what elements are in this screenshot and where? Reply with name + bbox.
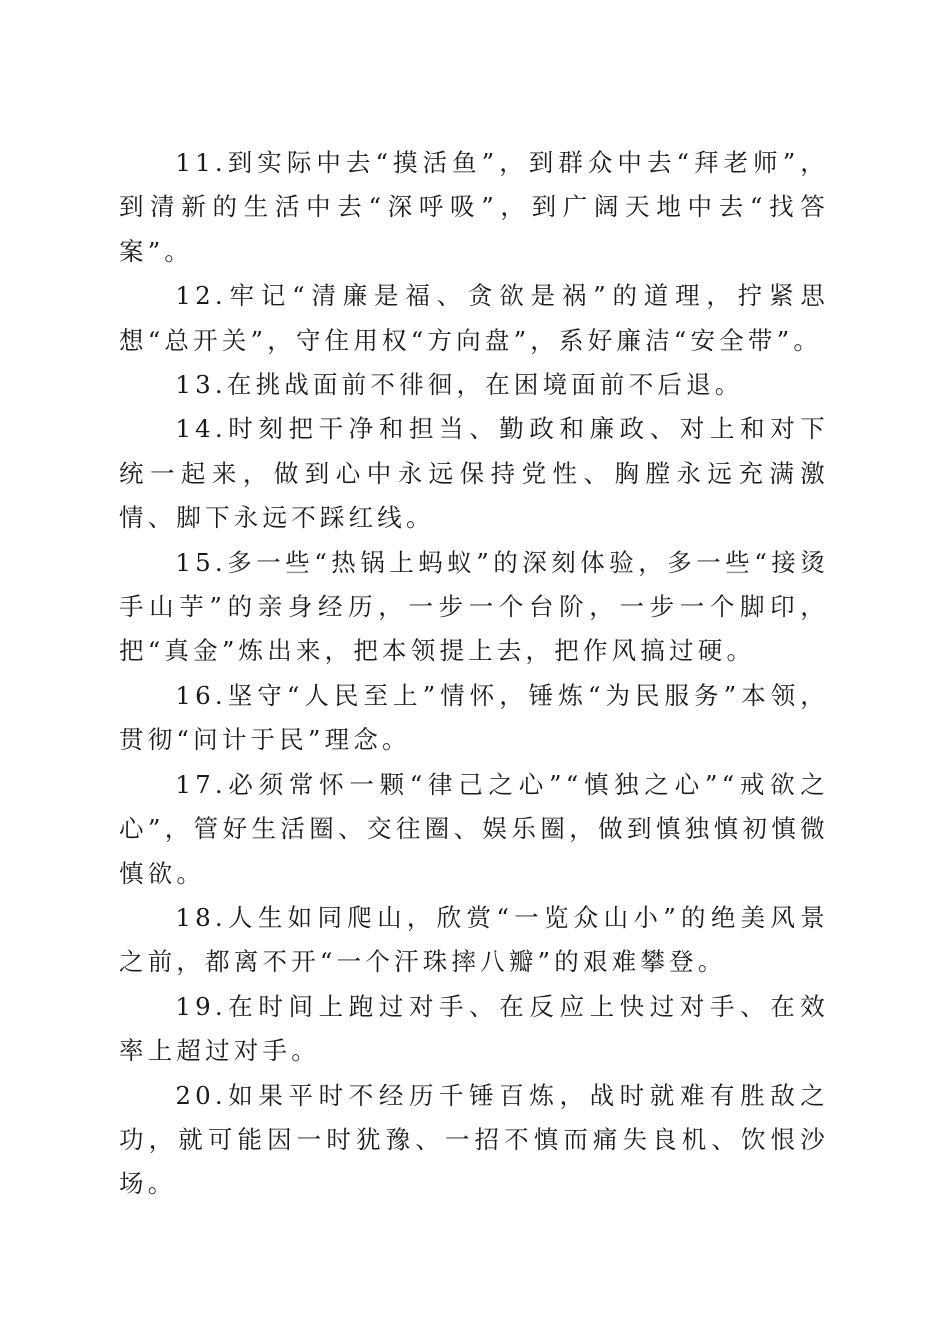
paragraph-13: 13.在挑战面前不徘徊，在困境面前不后退。	[175, 370, 744, 400]
paragraph-16: 16.坚守“人民至上”情怀，锤炼“为民服务”本领，贯彻“问计于民”理念。	[119, 680, 829, 755]
paragraph-18: 18.人生如同爬山，欣赏“一览众山小”的绝美风景之前，都离不开“一个汗珠摔八瓣”的艰难攀登。	[119, 902, 829, 977]
paragraph-19: 19.在时间上跑过对手、在反应上快过对手、在效率上超过对手。	[119, 991, 829, 1066]
paragraph-15: 15.多一些“热锅上蚂蚁”的深刻体验，多一些“接烫手山芋”的亲身经历，一步一个台阶，一步一个脚印，把“真金”炼出来，把本领提上去，把作风搞过硬。	[119, 547, 829, 666]
paragraph-17: 17.必须常怀一颗“律己之心”“慎独之心”“戒欲之心”，管好生活圈、交往圈、娱乐圈，做到慎独慎初慎微慎欲。	[119, 769, 829, 888]
paragraph-14: 14.时刻把干净和担当、勤政和廉政、对上和对下统一起来，做到心中永远保持党性、胸膛永远充满激情、脚下永远不踩红线。	[119, 414, 829, 533]
document-body	[119, 141, 829, 1207]
paragraph-20: 20.如果平时不经历千锤百炼，战时就难有胜敌之功，就可能因一时犹豫、一招不慎而痛失良机、饮恨沙场。	[119, 1080, 829, 1199]
paragraph-11: 11.到实际中去“摸活鱼”，到群众中去“拜老师”，到清新的生活中去“深呼吸”，到广阔天地中去“找答案”。	[119, 148, 829, 266]
paragraph-12: 12.牢记“清廉是福、贪欲是祸”的道理，拧紧思想“总开关”，守住用权“方向盘”，系好廉洁“安全带”。	[119, 281, 829, 355]
